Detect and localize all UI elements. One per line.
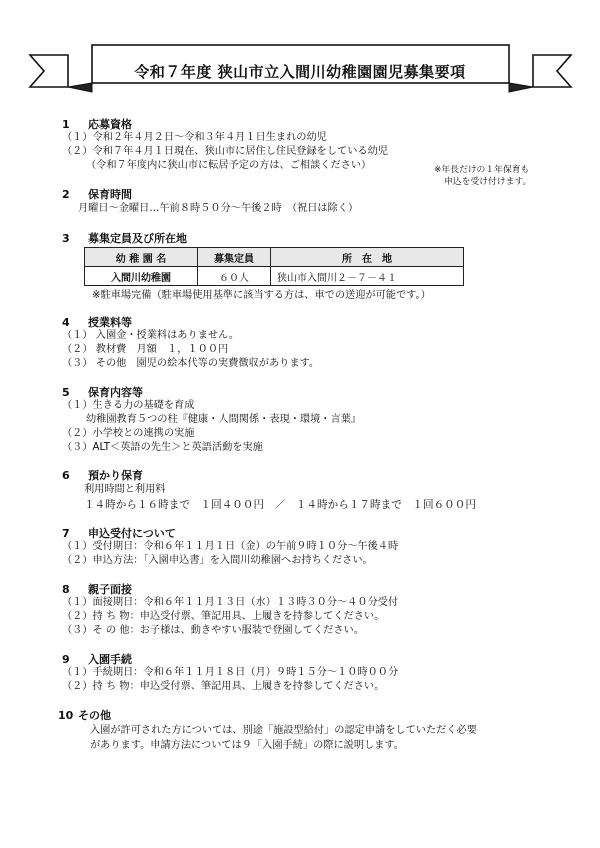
body-line: （３） その他 園児の絵本代等の実費徴収があります。 [62, 358, 320, 369]
table-header-row [85, 248, 464, 267]
section-title: 親子面接 [88, 583, 132, 596]
body-line: （２）持 ち 物：申込受付票、筆記用具、上履きを持参してください。 [62, 611, 385, 622]
body-line: （１）令和２年４月２日～令和３年４月１日生まれの幼児 [62, 132, 327, 143]
section-number: 2 [62, 188, 70, 201]
section-number: 7 [62, 527, 70, 540]
section-heading [62, 469, 143, 482]
table-cell: 入間川幼稚園 [85, 267, 198, 286]
section-heading [62, 188, 132, 201]
body-line: （２）小学校との連携の実施 [62, 428, 195, 439]
page-title: 令和７年度 狭山市立入間川幼稚園園児募集要項 [134, 63, 466, 81]
body-line: （２）持 ち 物：申込受付票、筆記用具、上履きを持参してください。 [62, 681, 385, 692]
section-title: 授業料等 [88, 316, 132, 329]
body-line: （１）生きる力の基礎を育成 [62, 400, 195, 411]
section-title: その他 [78, 709, 111, 722]
body-line: （１）受付期日：令和６年１１月１日（金）の午前９時１０分～午後４時 [62, 541, 399, 552]
body-line: （１） 入園金・授業料はありません。 [62, 330, 240, 341]
section-number: 8 [62, 583, 70, 596]
body-line: 利用時間と利用料 [84, 484, 166, 495]
section-title: 募集定員及び所在地 [88, 232, 187, 245]
section-heading [62, 118, 132, 131]
section-title: 預かり保育 [88, 469, 143, 482]
body-line: 入園が許可された方については、別途「施設型給付」の認定申請をしていただく必要 [90, 725, 477, 736]
body-line: （１）面接期日：令和６年１１月１３日（水）１３時３０分～４０分受付 [62, 597, 399, 608]
capacity-table [84, 247, 464, 286]
section-heading [62, 316, 132, 329]
section-number: 6 [62, 469, 70, 482]
table-row [85, 267, 464, 286]
section-heading [62, 386, 143, 399]
body-line: （２） 教材費 月額 １，１００円 [62, 344, 229, 355]
body-line: 幼稚園教育５つの柱『健康・人間関係・表現・環境・言葉』 [86, 414, 362, 425]
section-heading [62, 232, 187, 245]
table-cell: ６０人 [198, 267, 271, 286]
section-number: 4 [62, 316, 70, 329]
section-title: 入園手続 [88, 653, 132, 666]
column-header: 所 在 地 [271, 248, 464, 267]
section-heading [62, 583, 132, 596]
section-title: 保育時間 [88, 188, 132, 201]
section-title: 申込受付について [88, 527, 176, 540]
footnote: ※駐車場完備（駐車場使用基準に該当する方は、車での送迎が可能です。） [92, 290, 431, 301]
body-line: （３）ALT＜英語の先生＞と英語活動を実施 [62, 442, 263, 453]
section-number: 10 [58, 709, 74, 722]
body-line: （１）手続期日：令和６年１１月１８日（月）９時１５分～１０時００分 [62, 667, 399, 678]
body-line: （３）そ の 他：お子様は、動きやすい服装で登園してください。 [62, 625, 364, 636]
body-line: （２）申込方法：「入園申込書」を入間川幼稚園へお持ちください。 [62, 555, 373, 566]
body-line: （令和７年度内に狭山市に転居予定の方は、ご相談ください） [86, 160, 372, 171]
section-heading [58, 709, 111, 722]
body-line: 月曜日～金曜日…午前８時５０分～午後２時 （祝日は除く） [78, 203, 359, 214]
section-number: 3 [62, 232, 70, 245]
side-note: ※年長だけの１年保育も [434, 165, 530, 175]
body-line: １４時から１６時まで １回４００円 ／ １４時から１７時まで １回６００円 [84, 499, 476, 511]
section-heading [62, 527, 176, 540]
section-number: 1 [62, 118, 70, 131]
body-line: （２）令和７年４月１日現在、狭山市に居住し住民登録をしている幼児 [62, 146, 388, 157]
body-line: があります。申請方法については９「入園手続」の際に説明します。 [90, 740, 404, 751]
section-number: 9 [62, 653, 70, 666]
column-header: 募集定員 [198, 248, 271, 267]
section-number: 5 [62, 386, 70, 399]
side-note: 申込を受け付けます。 [444, 177, 532, 187]
section-title: 保育内容等 [88, 386, 143, 399]
table-cell: 狭山市入間川２－７－４１ [271, 267, 464, 286]
column-header: 幼 稚 園 名 [85, 248, 198, 267]
section-heading [62, 653, 132, 666]
section-title: 応募資格 [88, 118, 132, 131]
